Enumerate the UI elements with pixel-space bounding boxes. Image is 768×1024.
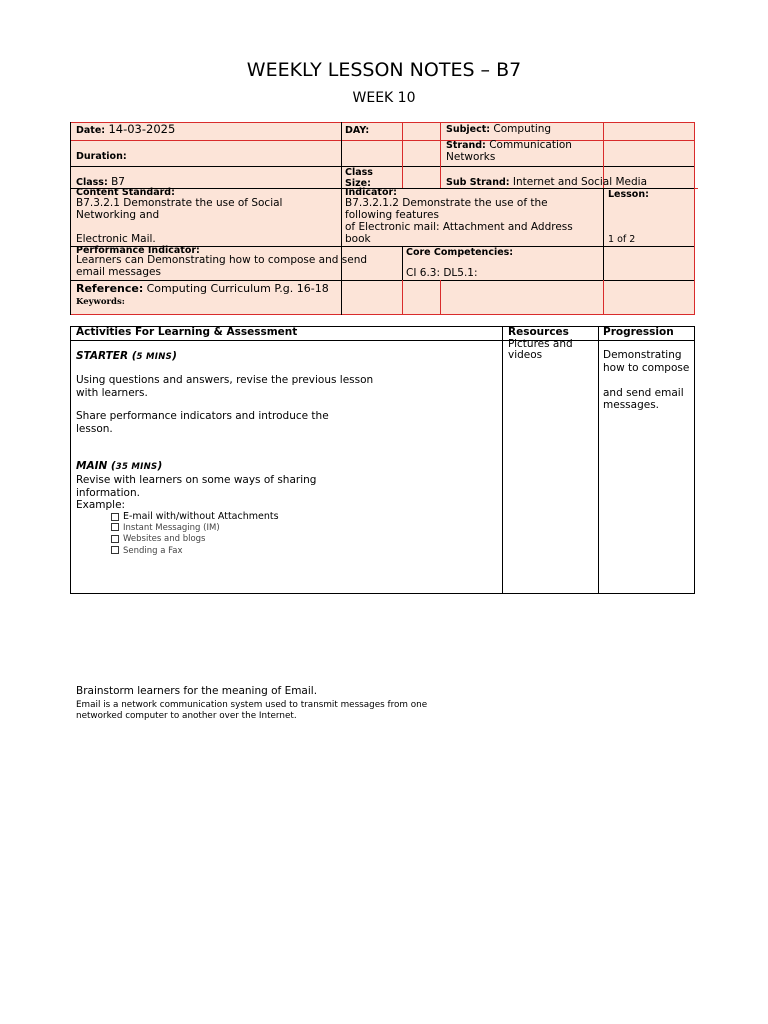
lesson-info-table — [70, 122, 695, 315]
core-competencies-value: CI 6.3: DL5.1: — [406, 267, 478, 279]
brainstorm-text: Brainstorm learners for the meaning of Email. — [76, 685, 318, 697]
day-label: DAY: — [345, 125, 370, 136]
strand-cell: Strand: Communication Networks — [446, 139, 572, 163]
checkbox-icon — [111, 523, 119, 531]
sub-strand-cell: Sub Strand: Internet and Social Media — [446, 176, 648, 188]
list-item: Websites and blogs — [111, 534, 279, 546]
lesson-value: 1 of 2 — [608, 234, 636, 245]
week-label: WEEK 10 — [352, 90, 416, 106]
performance-indicator-cell: Performance Indicator: Learners can Demonstrating how to compose and send email messages — [76, 245, 368, 278]
starter-paragraph-1: Using questions and answers, revise the previous lesson with learners. — [76, 374, 374, 399]
col-progression-header: Progression — [603, 326, 674, 338]
reference-cell: Reference: Computing Curriculum P.g. 16-18 — [76, 282, 329, 295]
col-activities-header: Activities For Learning & Assessment — [76, 326, 298, 338]
checkbox-icon — [111, 546, 119, 554]
class-size-label: Class Size: — [345, 167, 373, 189]
resources-cell: Pictures and videos — [508, 338, 573, 361]
starter-paragraph-2: Share performance indicators and introduce the lesson. — [76, 410, 329, 435]
sharing-methods-list — [111, 511, 279, 557]
starter-heading: STARTER (5 MINS) — [76, 350, 177, 362]
subject-cell: Subject: Computing — [446, 123, 552, 135]
checkbox-icon — [111, 535, 119, 543]
core-competencies-label: Core Competencies: — [406, 247, 514, 258]
email-definition: Email is a network communication system used to transmit messages from one networked computer to another over the Internet. — [76, 700, 428, 721]
list-item: E-mail with/without Attachments — [111, 511, 279, 523]
main-heading: MAIN (35 MINS) — [76, 460, 163, 472]
indicator-cell: Indicator: B7.3.2.1.2 Demonstrate the use of the following features of Electronic mail: Attachment and Address book — [345, 187, 573, 245]
list-item: Sending a Fax — [111, 546, 279, 558]
date-cell: Date: 14-03-2025 — [76, 122, 176, 136]
page-title: WEEKLY LESSON NOTES – B7 — [246, 59, 522, 81]
list-item: Instant Messaging (IM) — [111, 523, 279, 535]
lesson-label: Lesson: — [608, 189, 649, 200]
class-cell: Class: B7 — [76, 176, 125, 188]
checkbox-icon — [111, 513, 119, 521]
main-paragraph: Revise with learners on some ways of sharing information. Example: — [76, 474, 317, 511]
col-resources-header: Resources — [508, 326, 569, 338]
activities-table — [70, 326, 695, 594]
progression-cell: Demonstrating how to compose and send email messages. — [603, 349, 690, 411]
content-standard-cell: Content Standard: B7.3.2.1 Demonstrate the use of Social Networking and Electronic Mail. — [76, 187, 283, 245]
duration-label: Duration: — [76, 151, 127, 162]
keywords-label: Keywords: — [76, 297, 125, 307]
